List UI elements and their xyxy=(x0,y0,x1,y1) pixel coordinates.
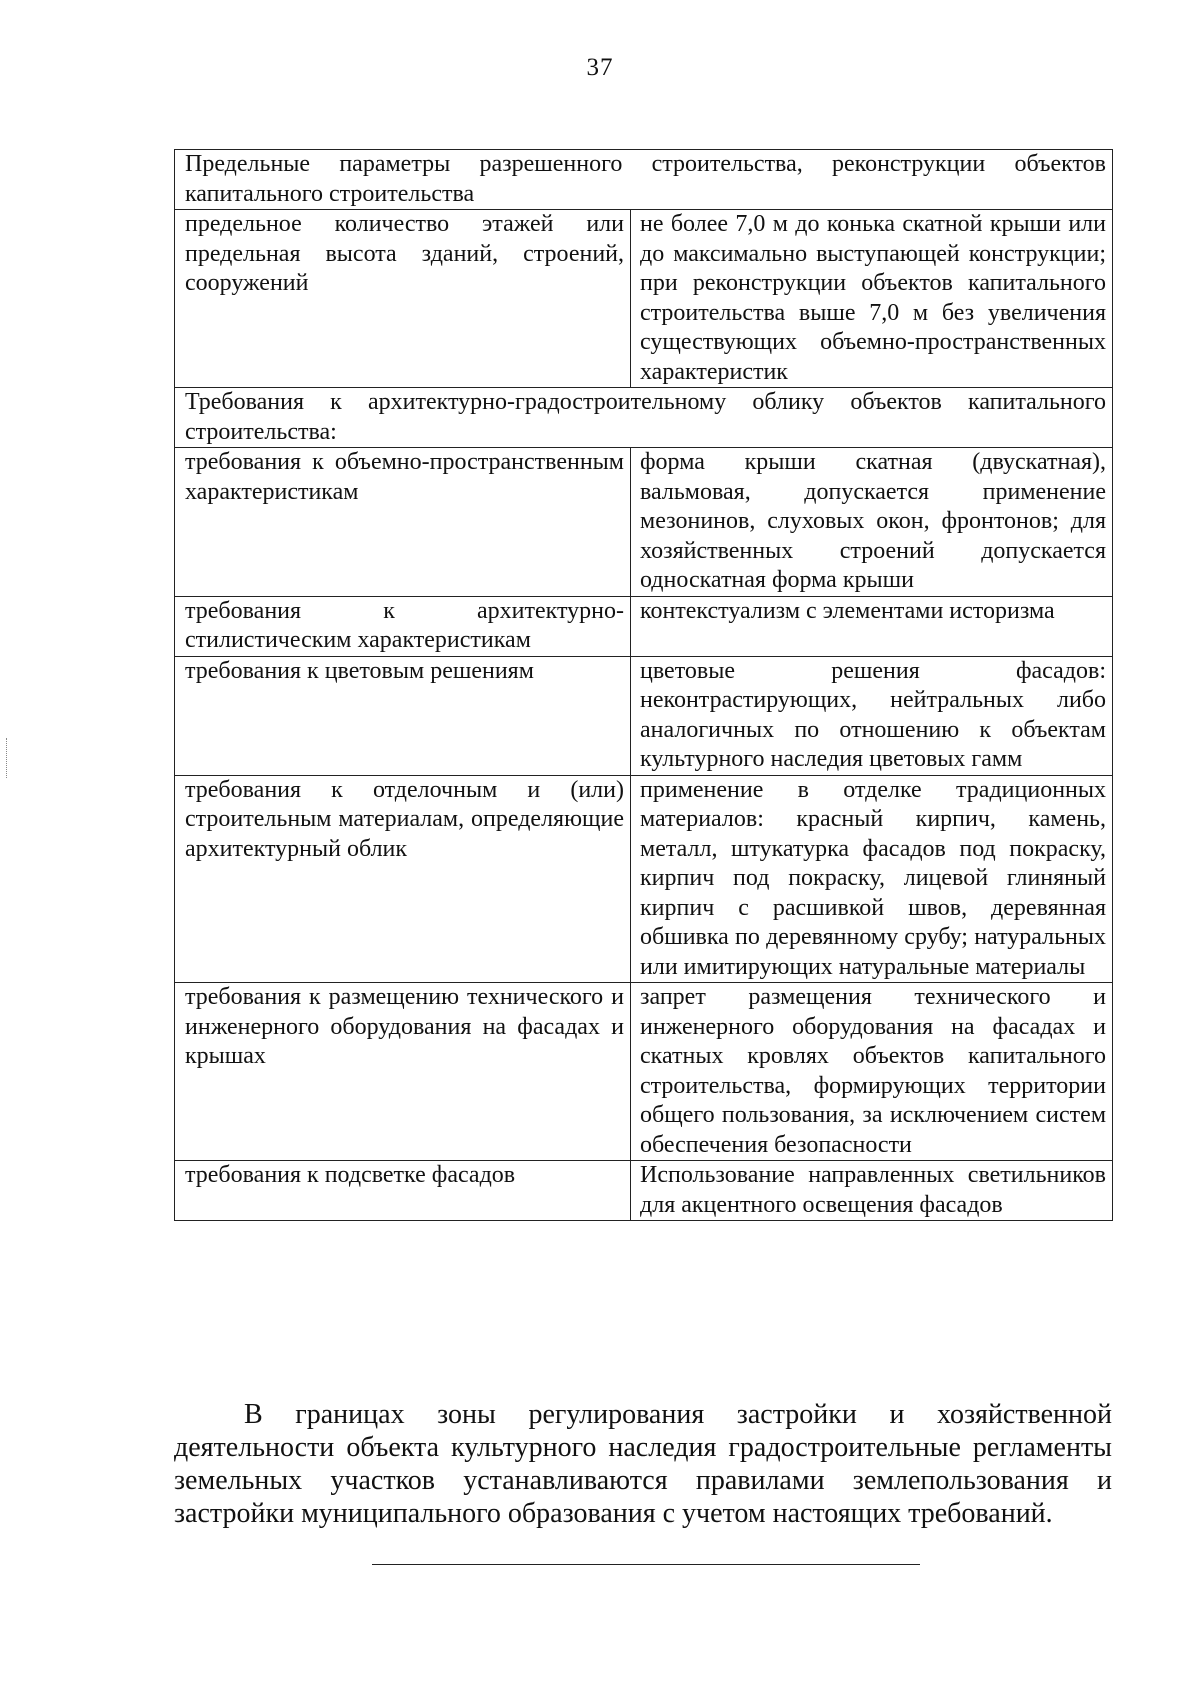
section-heading-row xyxy=(175,388,1113,448)
table-row xyxy=(175,775,1113,983)
row-label: требования к размещению технического и инженерного оборудования на фасадах и крышах xyxy=(175,983,631,1161)
end-divider xyxy=(372,1564,920,1565)
section-heading-appearance: Требования к архитектурно-градостроительному облику объектов капитального строительства: xyxy=(175,388,1113,448)
section-heading-row xyxy=(175,150,1113,210)
table-row xyxy=(175,596,1113,656)
table-row xyxy=(175,656,1113,775)
row-value: запрет размещения технического и инженерного оборудования на фасадах и скатных кровлях объектов капитального строительства, формирующих территории общего пользования, за исключением систем обеспечения безопасности xyxy=(631,983,1113,1161)
requirements-table xyxy=(174,149,1113,1221)
closing-paragraph: В границах зоны регулирования застройки и хозяйственной деятельности объекта культурного наследия градостроительные регламенты земельных участков устанавливаются правилами землепользования и застройки муниципального образования с учетом настоящих требований. xyxy=(174,1399,1112,1529)
row-label: требования к отделочным и (или) строительным материалам, определяющие архитектурный облик xyxy=(175,775,631,983)
page-number: 37 xyxy=(586,54,614,81)
row-value: не более 7,0 м до конька скатной крыши или до максимально выступающей конструкции; при реконструкции объектов капитального строительства выше 7,0 м без увеличения существующих объемно-пространственных характеристик xyxy=(631,210,1113,388)
table-row xyxy=(175,210,1113,388)
row-value: цветовые решения фасадов: неконтрастирующих, нейтральных либо аналогичных по отношению к объектам культурного наследия цветовых гамм xyxy=(631,656,1113,775)
table-row xyxy=(175,983,1113,1161)
table-row xyxy=(175,448,1113,597)
row-value: Использование направленных светильников для акцентного освещения фасадов xyxy=(631,1161,1113,1221)
section-heading-limits: Предельные параметры разрешенного строительства, реконструкции объектов капитального строительства xyxy=(175,150,1113,210)
scan-artifact xyxy=(6,738,9,778)
row-label: требования к объемно-пространственным характеристикам xyxy=(175,448,631,597)
row-value: контекстуализм с элементами историзма xyxy=(631,596,1113,656)
table-row xyxy=(175,1161,1113,1221)
row-value: применение в отделке традиционных материалов: красный кирпич, камень, металл, штукатурка фасадов под покраску, кирпич под покраску, лицевой глиняный кирпич с расшивкой швов, деревянная обшивка по деревянному срубу; натуральных или имитирующих натуральные материалы xyxy=(631,775,1113,983)
row-label: требования к цветовым решениям xyxy=(175,656,631,775)
row-label: предельное количество этажей или предельная высота зданий, строений, сооружений xyxy=(175,210,631,388)
row-value: форма крыши скатная (двускатная), вальмовая, допускается применение мезонинов, слуховых окон, фронтонов; для хозяйственных строений допускается односкатная форма крыши xyxy=(631,448,1113,597)
row-label: требования к подсветке фасадов xyxy=(175,1161,631,1221)
row-label: требования к архитектурно-стилистическим характеристикам xyxy=(175,596,631,656)
